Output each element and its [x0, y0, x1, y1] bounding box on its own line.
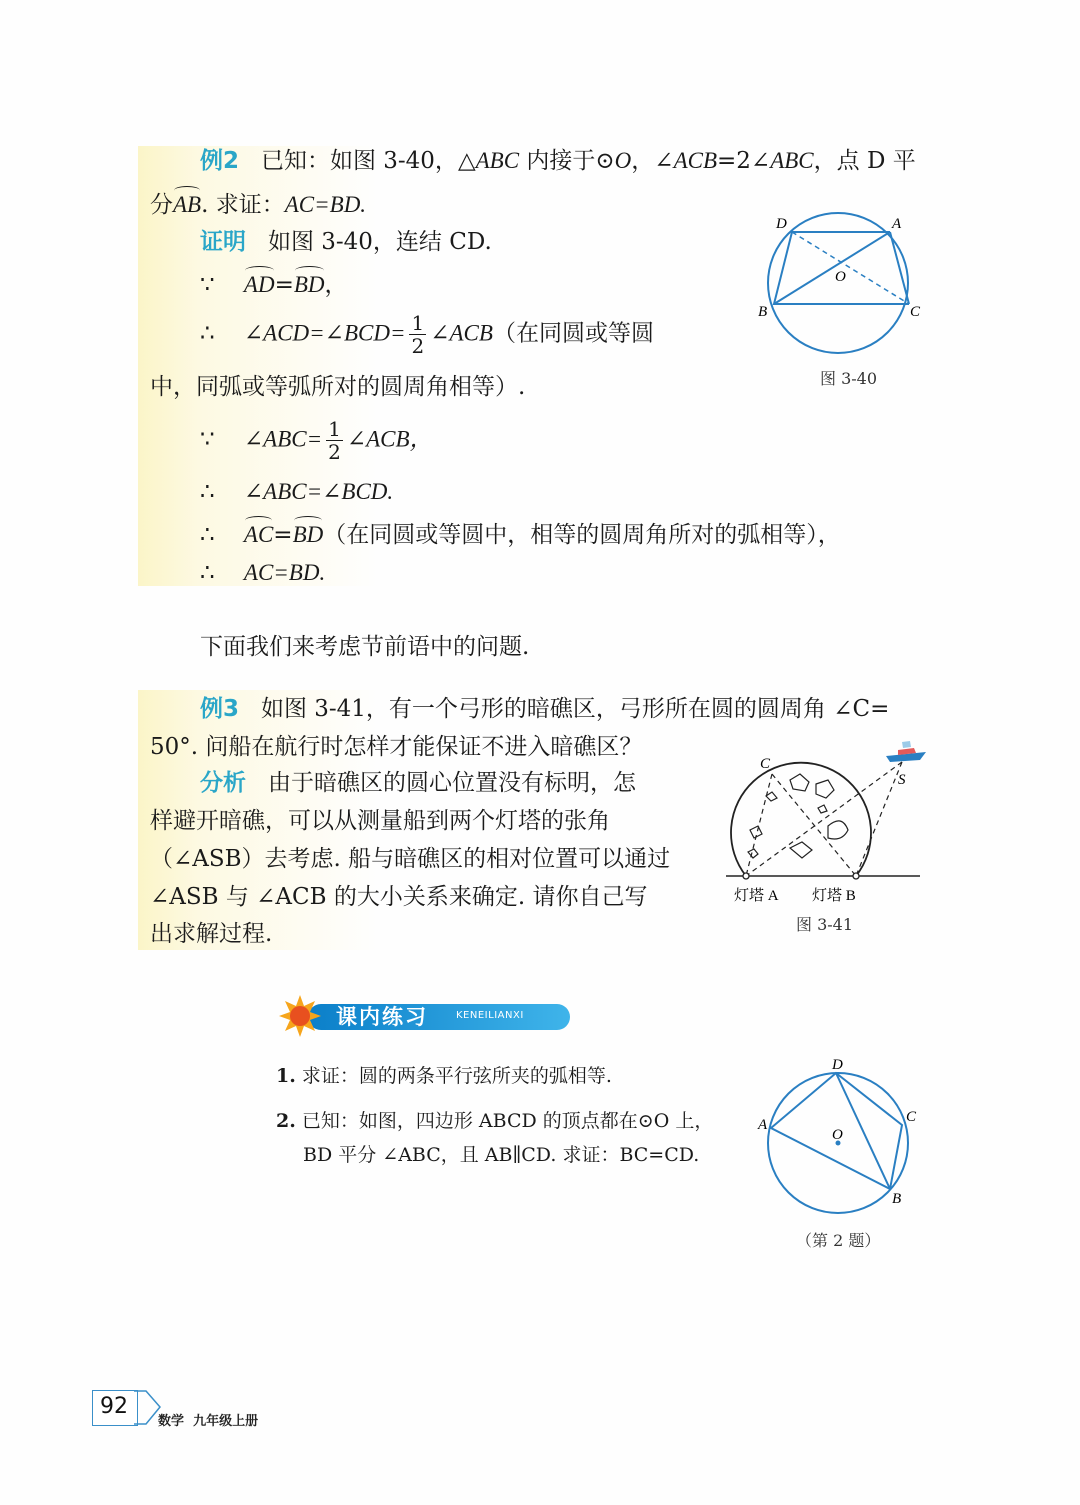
fraction-half: $\frac{1}{2}$ [411, 311, 425, 358]
figq2-caption: （第 2 题） [796, 1231, 881, 1250]
fig340-label-o: O [835, 269, 846, 285]
fig340-label-c: C [910, 304, 921, 320]
footer-book: 数学 九年级上册 [158, 1414, 259, 1429]
figq2-label-c: C [906, 1109, 917, 1125]
fig341-label-lighthouse-a: 灯塔 A [734, 888, 779, 904]
practice-q1: 1. 求证：圆的两条平行弦所夹的弧相等. [276, 1065, 612, 1087]
fig340-label-d: D [776, 216, 787, 232]
proof-step2: ∴ ∠ACD=∠BCD= $\frac{1}{2}$ ∠ACB（在同圆或等圆 [200, 311, 654, 358]
figq2-label-a: A [758, 1117, 768, 1133]
example2-line2: 分AB. 求证：AC=BD. [150, 192, 367, 218]
fig340-dashed-cd [792, 232, 909, 304]
analysis-line1: 分析 由于暗礁区的圆心位置没有标明，怎 [200, 770, 636, 796]
figq2-label-b: B [892, 1191, 902, 1207]
proof-intro: 证明 如图 3-40，连结 CD. [200, 229, 492, 255]
figure-q2 [752, 1055, 932, 1225]
analysis-line3: （∠ASB）去考虑. 船与暗礁区的相对位置可以通过 [150, 846, 671, 872]
example3-label: 例3 [200, 696, 240, 722]
fig341-rock-5 [790, 842, 812, 858]
fig340-label-b: B [758, 304, 768, 320]
analysis-label: 分析 [200, 770, 246, 796]
practice-title: 课内练习 [336, 1005, 428, 1029]
proof-label: 证明 [200, 229, 246, 255]
practice-q2-line2: BD 平分 ∠ABC，且 AB∥CD. 求证：BC=CD. [303, 1144, 700, 1166]
page-number: 92 [100, 1394, 128, 1419]
practice-q2-line1: 2. 已知：如图，四边形 ABCD 的顶点都在⊙O 上， [276, 1110, 714, 1132]
fig340-quad [774, 232, 909, 304]
figq2-diagonal-bd [836, 1073, 890, 1189]
fig341-dashed-ca [746, 774, 772, 876]
sun-icon [278, 994, 322, 1038]
fig341-rock-1 [790, 774, 809, 791]
fig341-rock-8 [748, 849, 758, 858]
ship-icon [886, 741, 926, 762]
arc-ab: AB [173, 190, 201, 220]
fig340-label-a: A [892, 216, 902, 232]
example2-line1: 例2 已知：如图 3-40，△ABC 内接于⊙O，∠ACB=2∠ABC，点 D 平 [200, 148, 916, 174]
fig340-caption: 图 3-40 [820, 369, 878, 388]
proof-step1: ∵ AD=BD， [200, 272, 348, 298]
figq2-label-d: D [832, 1057, 843, 1073]
fig341-rock-2 [816, 780, 834, 798]
example3-line2: 50°. 问船在航行时怎样才能保证不进入暗礁区？ [150, 734, 643, 760]
proof-step2-reason: 中，同弧或等弧所对的圆周角相等）. [150, 374, 526, 400]
fig341-rock-3 [828, 821, 848, 839]
proof-step4: ∴ ∠ABC=∠BCD. [200, 479, 394, 505]
fig341-label-lighthouse-b: 灯塔 B [812, 888, 856, 904]
proof-step6: ∴ AC=BD. [200, 560, 326, 586]
fig341-label-c: C [760, 756, 771, 772]
fig341-dashed-sa [746, 762, 902, 876]
fraction-half-2: $\frac{1}{2}$ [328, 417, 341, 464]
fig341-caption: 图 3-41 [796, 915, 854, 934]
fig341-point-a [743, 873, 749, 879]
example3-line1: 例3 如图 3-41，有一个弓形的暗礁区，弓形所在圆的圆周角 ∠C= [200, 696, 890, 722]
fig340-line-bc [774, 232, 890, 304]
fig341-point-b [853, 873, 859, 879]
analysis-line2: 样避开暗礁，可以从测量船到两个灯塔的张角 [150, 808, 610, 834]
proof-step3: ∵ ∠ABC= $\frac{1}{2}$ ∠ACB， [200, 417, 433, 464]
figure-3-41 [720, 730, 950, 910]
example2-label: 例2 [200, 148, 240, 174]
proof-step5: ∴ AC=BD（在同圆或等圆中，相等的圆周角所对的弧相等）， [200, 522, 841, 548]
fig341-rock-7 [818, 805, 827, 813]
practice-banner [278, 994, 572, 1038]
fig341-label-s: S [898, 772, 906, 788]
analysis-line5: 出求解过程. [150, 921, 273, 947]
figq2-label-o: O [832, 1127, 843, 1143]
practice-pinyin: KENEILIANXI [456, 1010, 524, 1021]
analysis-line4: ∠ASB 与 ∠ACB 的大小关系来确定. 请你自己写 [150, 884, 648, 910]
transition-text: 下面我们来考虑节前语中的问题. [200, 634, 530, 660]
